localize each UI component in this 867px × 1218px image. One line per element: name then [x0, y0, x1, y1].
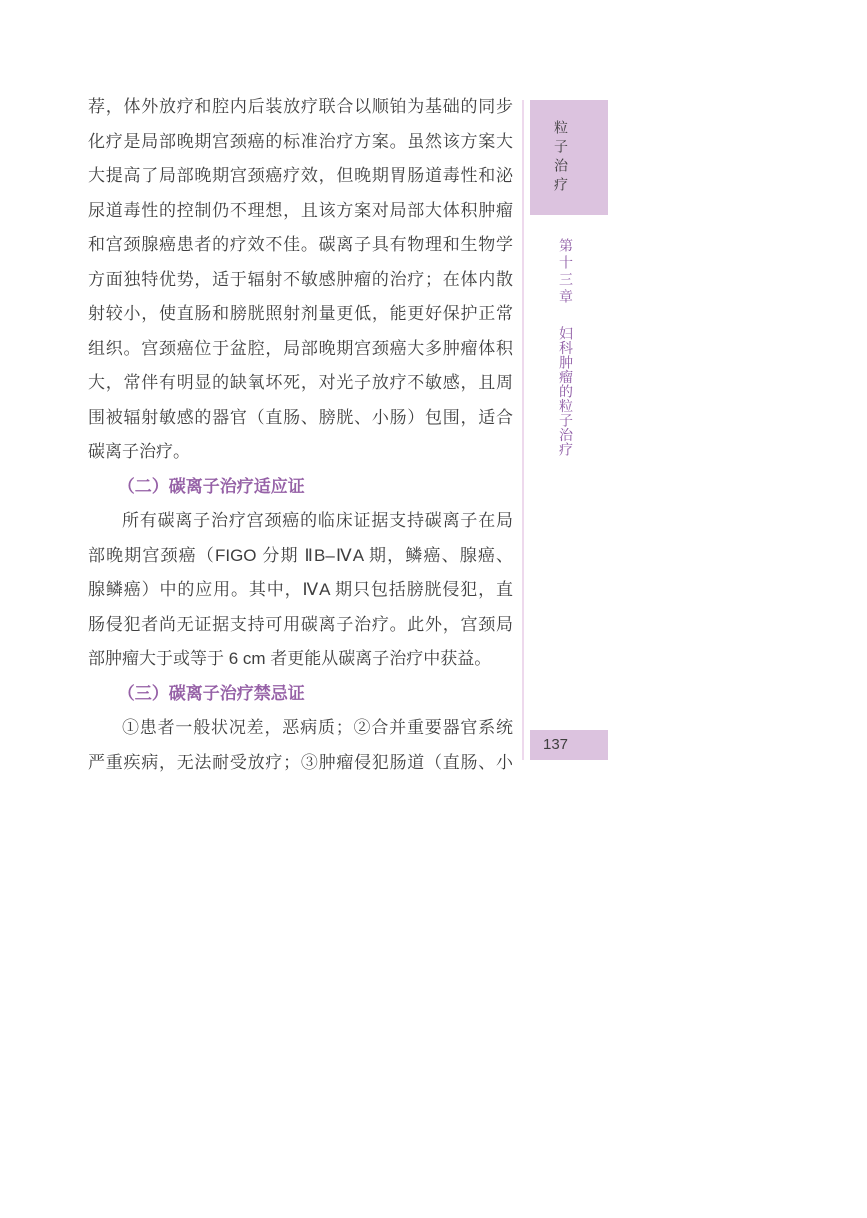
text-line: 尿道毒性的控制仍不理想，且该方案对局部大体积肿瘤 — [88, 200, 513, 220]
text-line: 腺鳞癌）中的应用。其中，ⅣA 期只包括膀胱侵犯，直 — [88, 580, 513, 599]
text-line: 部晚期宫颈癌（FIGO 分期 ⅡB–ⅣA 期，鳞癌、腺癌、 — [88, 545, 513, 565]
text-line: 荐，体外放疗和腔内后装放疗联合以顺铂为基础的同步 — [88, 97, 513, 116]
text-line: 和宫颈腺癌患者的疗效不佳。碳离子具有物理和生物学 — [88, 235, 513, 254]
text-block — [88, 90, 513, 780]
chapter-number: 第十三章 — [558, 238, 574, 306]
text-line: 围被辐射敏感的器官（直肠、膀胱、小肠）包围，适合 — [88, 407, 513, 427]
text-line: 所有碳离子治疗宫颈癌的临床证据支持碳离子在局 — [122, 511, 513, 530]
text-line: 射较小，使直肠和膀胱照射剂量更低，能更好保护正常 — [88, 304, 513, 323]
section-tab-label: 粒子治疗 — [553, 119, 569, 196]
chapter-marker — [546, 238, 586, 457]
text-line: 化疗是局部晚期宫颈癌的标准治疗方案。虽然该方案大 — [88, 131, 513, 151]
section-heading: （二）碳离子治疗适应证 — [117, 476, 305, 496]
text-line: 组织。宫颈癌位于盆腔，局部晚期宫颈癌大多肿瘤体积 — [88, 338, 513, 358]
chapter-title: 妇科肿瘤的粒子治疗 — [558, 326, 574, 457]
sidebar-rule — [522, 100, 524, 760]
text-line: 部肿瘤大于或等于 6 cm 者更能从碳离子治疗中获益。 — [88, 649, 492, 668]
text-line: 方面独特优势，适于辐射不敏感肿瘤的治疗；在体内散 — [88, 269, 513, 289]
text-line: 大提高了局部晚期宫颈癌疗效，但晚期胃肠道毒性和泌 — [88, 166, 513, 185]
page-number-box — [530, 730, 608, 760]
text-line: ①患者一般状况差，恶病质；②合并重要器官系统 — [122, 718, 513, 737]
section-tab — [530, 100, 608, 215]
text-line: 严重疾病，无法耐受放疗；③肿瘤侵犯肠道（直肠、小 — [88, 752, 513, 772]
text-line: 肠侵犯者尚无证据支持可用碳离子治疗。此外，宫颈局 — [88, 614, 513, 634]
text-line: 大，常伴有明显的缺氧坏死，对光子放疗不敏感，且周 — [88, 373, 513, 392]
section-heading: （三）碳离子治疗禁忌证 — [117, 683, 305, 703]
text-line: 碳离子治疗。 — [88, 442, 190, 461]
page-number: 137 — [543, 736, 569, 753]
